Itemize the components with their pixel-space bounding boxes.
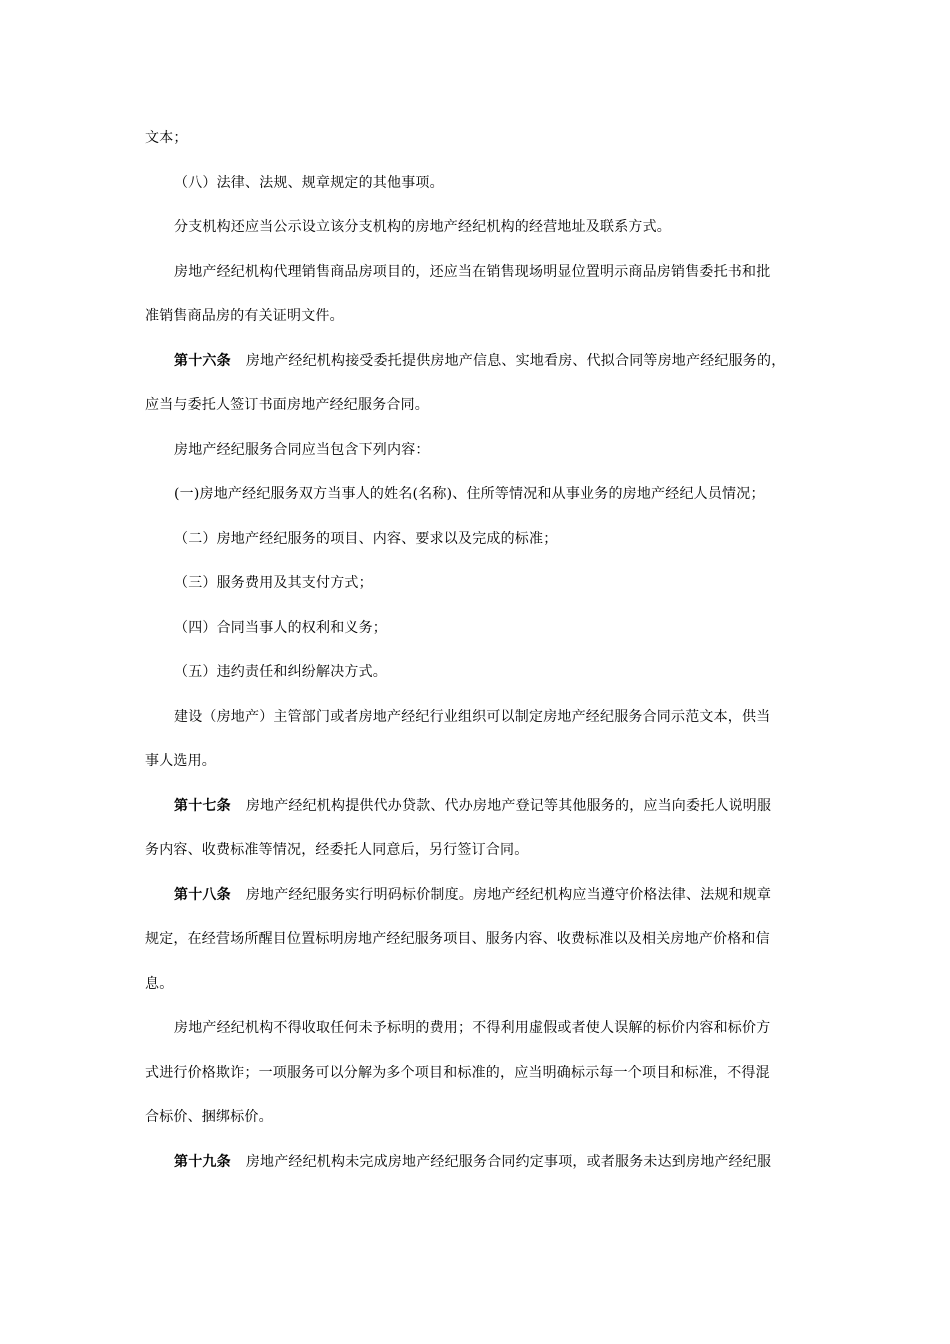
paragraph-line [145,128,815,173]
paragraph-line [145,1018,815,1063]
article-number: 第十八条 [174,886,231,903]
line-text: 房地产经纪服务实行明码标价制度。房地产经纪机构应当遵守价格法律、法规和规章 [245,886,772,903]
paragraph-line [145,618,815,663]
paragraph-line [145,707,815,752]
paragraph-line [145,217,815,262]
line-text: 房地产经纪机构未完成房地产经纪服务合同约定事项，或者服务未达到房地产经纪服 [245,1153,772,1170]
line-text: (一)房地产经纪服务双方当事人的姓名(名称)、住所等情况和从事业务的房地产经纪人员情况； [174,486,765,502]
paragraph-line [145,484,815,529]
line-text: 房地产经纪机构接受委托提供房地产信息、实地看房、代拟合同等房地产经纪服务的， [245,352,786,369]
line-text: （四）合同当事人的权利和义务； [174,619,387,636]
article-number: 第十六条 [174,352,231,369]
line-text: 事人选用。 [145,753,216,769]
line-text: 分支机构还应当公示设立该分支机构的房地产经纪机构的经营地址及联系方式。 [174,219,671,235]
document-page [145,128,815,1196]
line-text: （二）房地产经纪服务的项目、内容、要求以及完成的标准； [174,530,558,547]
paragraph-line [145,262,815,307]
paragraph-line [145,173,815,218]
line-text: 合标价、捆绑标价。 [145,1109,273,1125]
line-text: 规定，在经营场所醒目位置标明房地产经纪服务项目、服务内容、收费标准以及相关房地产价格和信 [145,931,770,947]
line-text: 房地产经纪机构不得收取任何未予标明的费用；不得利用虚假或者使人误解的标价内容和标价方 [174,1020,771,1036]
paragraph-line [145,440,815,485]
paragraph-line [145,306,815,351]
line-text: 文本； [145,130,188,146]
paragraph-line [145,751,815,796]
line-text: 准销售商品房的有关证明文件。 [145,308,344,324]
line-text: 房地产经纪服务合同应当包含下列内容： [174,441,430,458]
paragraph-line [145,1063,815,1108]
article-paragraph-line [145,885,815,930]
article-paragraph-line [145,1152,815,1197]
paragraph-line [145,573,815,618]
line-text: 式进行价格欺诈；一项服务可以分解为多个项目和标准的，应当明确标示每一个项目和标准，不得混 [145,1064,770,1081]
paragraph-line [145,662,815,707]
paragraph-line [145,529,815,574]
line-text: （三）服务费用及其支付方式； [174,575,373,591]
line-text: （五）违约责任和纠纷解决方式。 [174,664,387,680]
paragraph-line [145,974,815,1019]
paragraph-line [145,929,815,974]
paragraph-line [145,395,815,440]
article-number: 第十九条 [174,1153,231,1170]
paragraph-line [145,1107,815,1152]
line-text: 建设（房地产）主管部门或者房地产经纪行业组织可以制定房地产经纪服务合同示范文本，供当 [174,708,771,725]
line-text: 应当与委托人签订书面房地产经纪服务合同。 [145,397,429,413]
paragraph-line [145,840,815,885]
line-text: 务内容、收费标准等情况，经委托人同意后，另行签订合同。 [145,842,529,858]
line-text: 房地产经纪机构提供代办贷款、代办房地产登记等其他服务的，应当向委托人说明服 [245,797,772,814]
line-text: 房地产经纪机构代理销售商品房项目的，还应当在销售现场明显位置明示商品房销售委托书和批 [174,263,771,280]
line-text: （八）法律、法规、规章规定的其他事项。 [174,174,444,191]
article-paragraph-line [145,796,815,841]
article-paragraph-line [145,351,815,396]
article-number: 第十七条 [174,797,231,814]
line-text: 息。 [145,975,174,992]
